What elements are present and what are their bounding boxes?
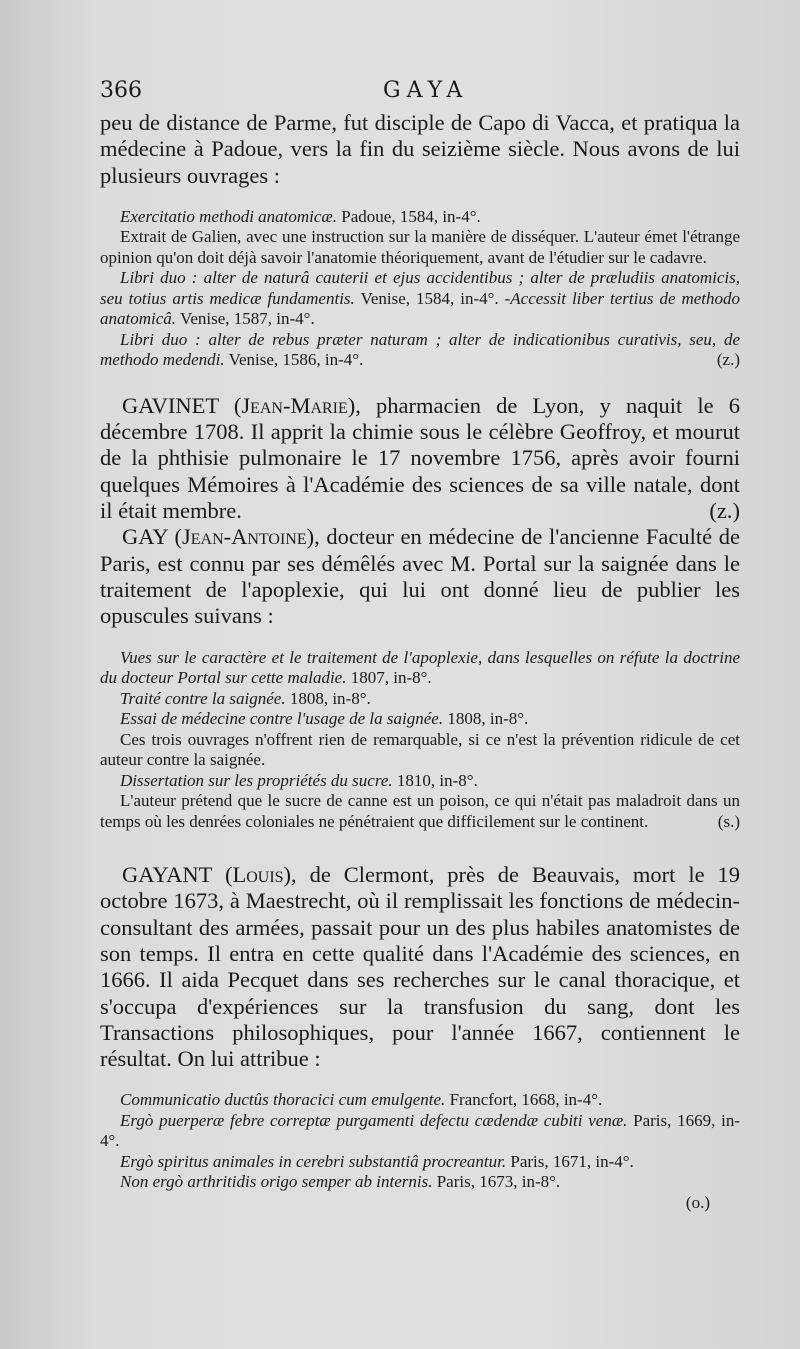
gayant-work-1: Communicatio ductûs thoracici cum emulgente. Francfort, 1668, in-4°. bbox=[120, 1090, 603, 1110]
work-title: Essai de médecine contre l'usage de la saignée. bbox=[120, 709, 444, 729]
author-signature: (z.) bbox=[709, 498, 740, 524]
page-number: 366 bbox=[100, 78, 142, 103]
work-title: Non ergò arthritidis origo semper ab internis. bbox=[120, 1172, 433, 1192]
gay-work-note: L'auteur prétend que le sucre de canne est un poison, ce qui n'était pas maladroit dans un temps où les denrées coloniales ne pénétraient que difficilement sur le continent. (s.) bbox=[100, 791, 740, 831]
gay-work-note: Ces trois ouvrages n'offrent rien de remarquable, si ce n'est la prévention ridicule de cet auteur contre la saignée. bbox=[100, 729, 740, 770]
work-title: Libri duo : alter de rebus præter naturam ; alter de indicationibus curativis, seu, de methodo medendi. bbox=[100, 329, 740, 370]
entry-name: GAY bbox=[122, 524, 168, 550]
entry-name: GAVINET bbox=[122, 392, 219, 418]
gaya-work-note: Extrait de Galien, avec une instruction sur la manière de disséquer. L'auteur émet l'étrange opinion qu'on doit déjà savoir l'anatomie théoriquement, avant de l'étudier sur le cadavre. bbox=[100, 227, 740, 267]
author-signature: (z.) bbox=[716, 350, 740, 370]
entry-forename: (Jean-Antoine) bbox=[174, 524, 315, 550]
author-signature: (o.) bbox=[685, 1192, 710, 1212]
gaya-work-3: Libri duo : alter de rebus præter naturam ; alter de indicationibus curativis, seu, de methodo medendi. Venise, 1586, in-4°. (z.) bbox=[100, 329, 740, 370]
gaya-works bbox=[100, 207, 740, 371]
gay-work-1: Vues sur le caractère et le traitement de l'apoplexie, dans lesquelles on réfute la doctrine du docteur Portal sur cette maladie. 1807, in-8°. bbox=[100, 647, 740, 688]
gay-works bbox=[100, 648, 740, 833]
work-title: Dissertation sur les propriétés du sucre. bbox=[120, 770, 393, 790]
gayant-works bbox=[100, 1090, 740, 1213]
gay-work-4: Dissertation sur les propriétés du sucre. 1810, in-8°. bbox=[120, 770, 478, 790]
work-title: Ergò spiritus animales in cerebri substantiâ procreantur. bbox=[120, 1151, 507, 1171]
entry-gayant: GAYANT (Louis), de Clermont, près de Beauvais, mort le 19 octobre 1673, à Maestrecht, où il remplissait les fonctions de médecin-consultant des armées, passait pour un des plus habiles anatomistes de son temps. Il entra en cette qualité dans l'Académie des sciences, en 1666. Il aida Pecquet dans ses recherches sur le canal thoracique, et s'occupa d'expériences sur la transfusion du sang, dont les Transactions philosophiques, pour l'année 1667, contiennent le résultat. On lui attribue : bbox=[100, 862, 741, 1072]
work-title: Traité contre la saignée. bbox=[120, 688, 286, 708]
gaya-intro: peu de distance de Parme, fut disciple de Capo di Vacca, et pratiqua la médecine à Padoue, vers la fin du seizième siècle. Nous avons de lui plusieurs ouvrages : bbox=[100, 110, 740, 188]
work-title: Libri duo : alter de naturâ cauterii et ejus accidentibus ; alter de præludiis anatomicis, seu totius artis medicæ fundamentis. bbox=[100, 268, 740, 308]
page-body bbox=[100, 110, 740, 1213]
author-signature: (s.) bbox=[717, 811, 740, 831]
work-title: Ergò puerperæ febre correptæ purgamenti defectu cædendæ cubiti venæ. bbox=[120, 1110, 628, 1130]
gay-work-2: Traité contre la saignée. 1808, in-8°. bbox=[120, 688, 371, 708]
entry-forename: (Jean-Marie) bbox=[233, 392, 356, 418]
gaya-work-1: Exercitatio methodi anatomicæ. Padoue, 1584, in-4°. bbox=[120, 206, 481, 226]
page-header bbox=[100, 78, 740, 108]
work-title: Accessit liber tertius de methodo anatomicâ. bbox=[100, 288, 740, 329]
gay-work-3: Essai de médecine contre l'usage de la saignée. 1808, in-8°. bbox=[120, 709, 529, 729]
work-title: Vues sur le caractère et le traitement de l'apoplexie, dans lesquelles on réfute la doctrine du docteur Portal sur cette maladie. bbox=[100, 647, 740, 688]
entry-gavinet: GAVINET (Jean-Marie), pharmacien de Lyon, y naquit le 6 décembre 1708. Il apprit la chimie sous le célèbre Geoffroy, et mourut de la phthisie pulmonaire le 17 novembre 1756, après avoir fourni quelques Mémoires à l'Académie des sciences de sa ville natale, dont il était membre. (z.) bbox=[100, 392, 740, 524]
gayant-work-3: Ergò spiritus animales in cerebri substantiâ procreantur. Paris, 1671, in-4°. bbox=[120, 1151, 634, 1171]
work-title: Communicatio ductûs thoracici cum emulgente. bbox=[120, 1090, 446, 1110]
entry-forename: (Louis) bbox=[224, 862, 292, 888]
entry-gay: GAY (Jean-Antoine), docteur en médecine de l'ancienne Faculté de Paris, est connu par ses démêlés avec M. Portal sur la saignée dans le traitement de l'apoplexie, qui lui ont donné lieu de publier les opuscules suivans : bbox=[100, 524, 741, 629]
work-title: Exercitatio methodi anatomicæ. bbox=[120, 206, 338, 226]
gaya-work-2: Libri duo : alter de naturâ cauterii et ejus accidentibus ; alter de præludiis anatomicis, seu totius artis medicæ fundamentis. Venise, 1584, in-4°. -Accessit liber tertius de methodo anatomicâ. Venise, 1587, in-4°. bbox=[100, 268, 740, 329]
gayant-work-2: Ergò puerperæ febre correptæ purgamenti defectu cædendæ cubiti venæ. Paris, 1669, in-4°. bbox=[100, 1110, 740, 1151]
gayant-work-4: Non ergò arthritidis origo semper ab internis. Paris, 1673, in-8°. bbox=[120, 1172, 561, 1192]
entry-name: GAYANT bbox=[122, 862, 213, 888]
running-head: GAYA bbox=[383, 78, 469, 103]
